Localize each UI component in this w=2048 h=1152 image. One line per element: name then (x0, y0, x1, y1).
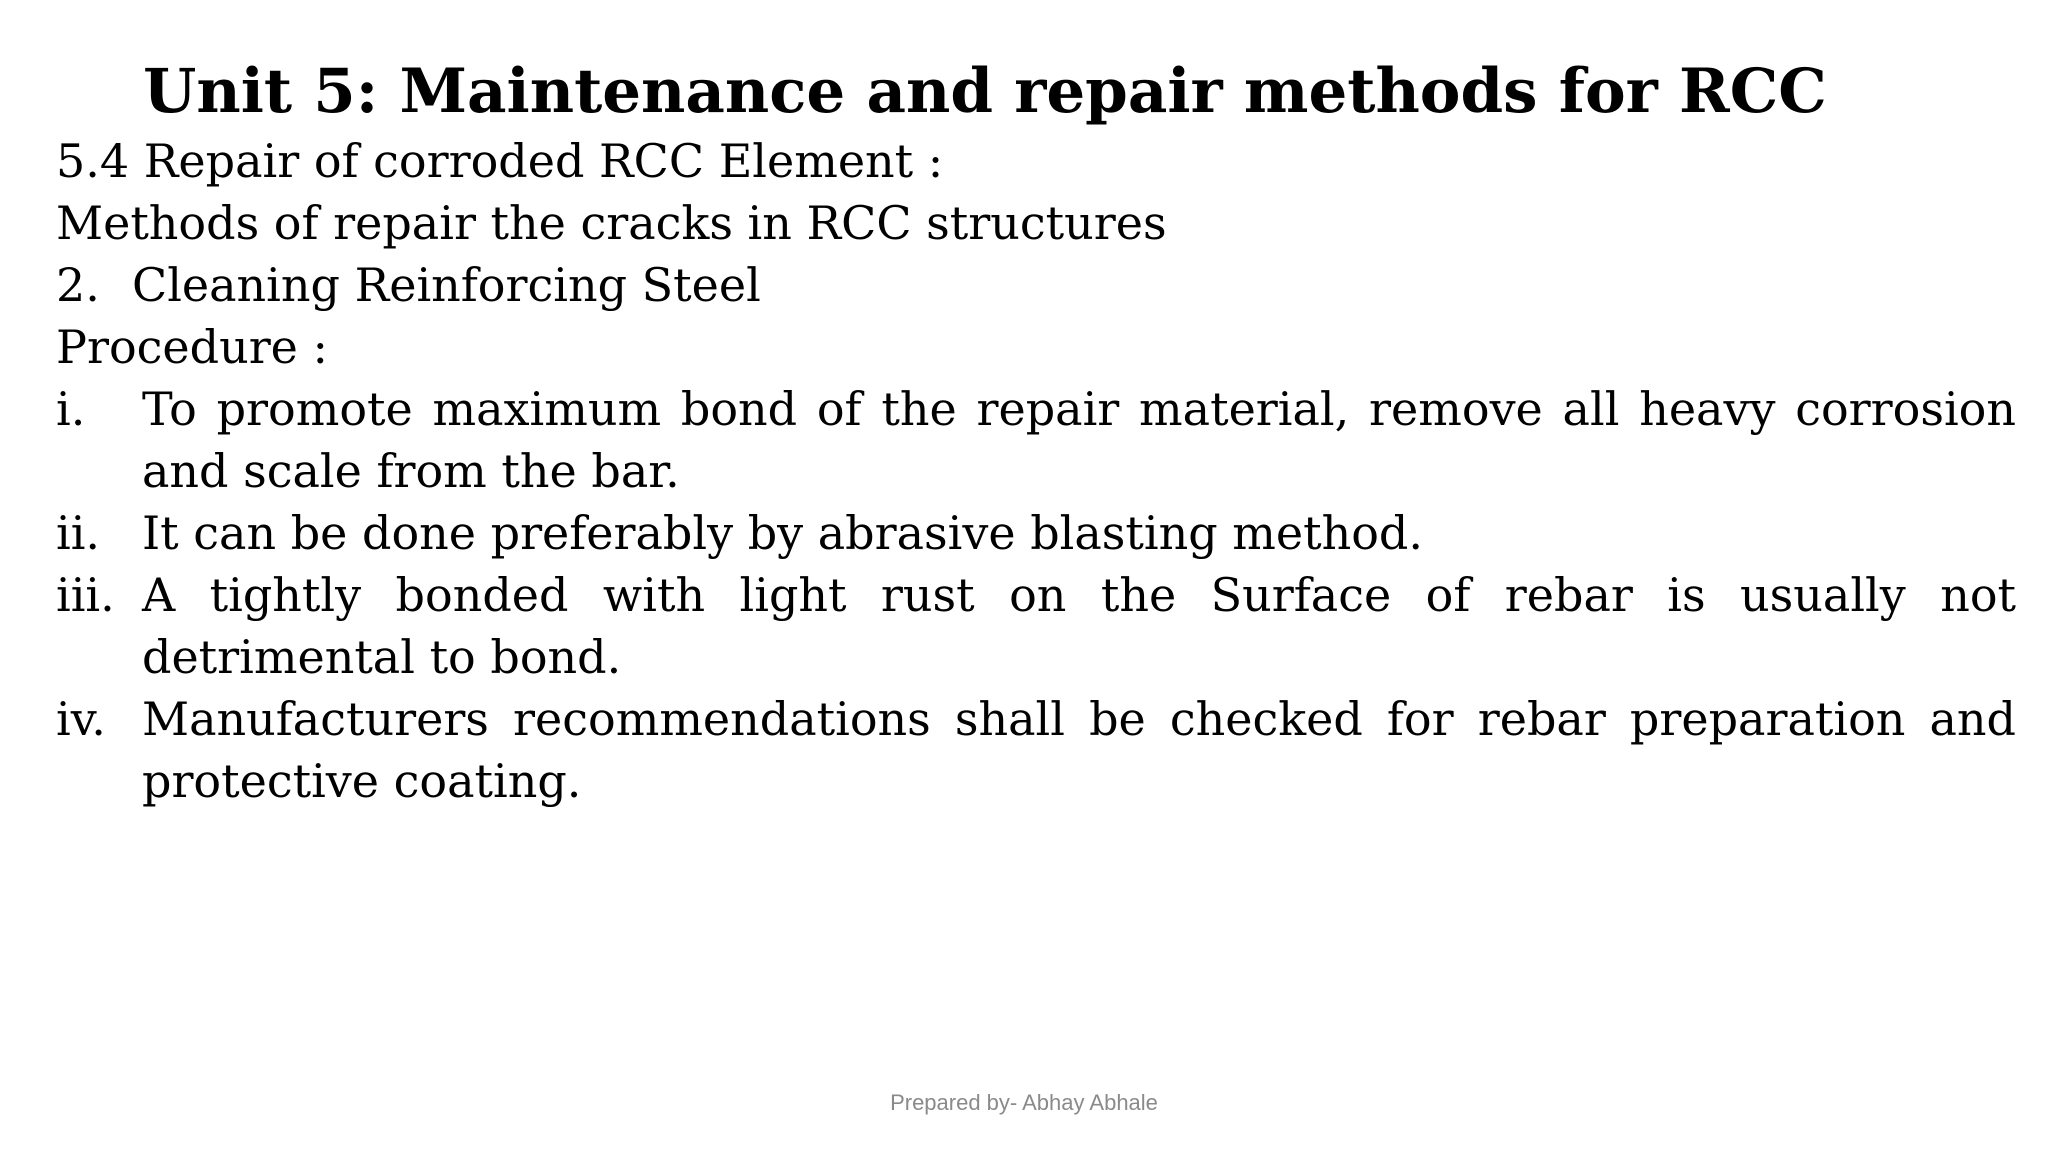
section-heading: 5.4 Repair of corroded RCC Element : (56, 134, 944, 188)
method-label: Cleaning Reinforcing Steel (132, 258, 761, 312)
list-item-marker: iv. (56, 692, 106, 746)
list-item-marker: ii. (56, 506, 101, 560)
list-item (56, 378, 2016, 502)
list-item-text: A tightly bonded with light rust on the Surface of rebar is usually not detrimental to bond. (142, 568, 2016, 684)
list-item-marker: i. (56, 382, 86, 436)
method-number: 2. (56, 258, 100, 312)
list-item (56, 688, 2016, 812)
procedure-list (56, 378, 2016, 812)
list-item-text: To promote maximum bond of the repair material, remove all heavy corrosion and scale from the bar. (142, 382, 2016, 498)
slide-body (56, 130, 2016, 812)
list-item-marker: iii. (56, 568, 115, 622)
list-item-text: It can be done preferably by abrasive blasting method. (142, 506, 1423, 560)
list-item (56, 564, 2016, 688)
method-heading (56, 254, 2016, 316)
list-item (56, 502, 2016, 564)
footer-credit: Prepared by- Abhay Abhale (890, 1090, 1158, 1115)
methods-subtitle: Methods of repair the cracks in RCC structures (56, 196, 1167, 250)
slide-title: Unit 5: Maintenance and repair methods for RCC (143, 56, 1827, 127)
list-item-text: Manufacturers recommendations shall be checked for rebar preparation and protective coating. (142, 692, 2016, 808)
procedure-label: Procedure : (56, 320, 329, 374)
